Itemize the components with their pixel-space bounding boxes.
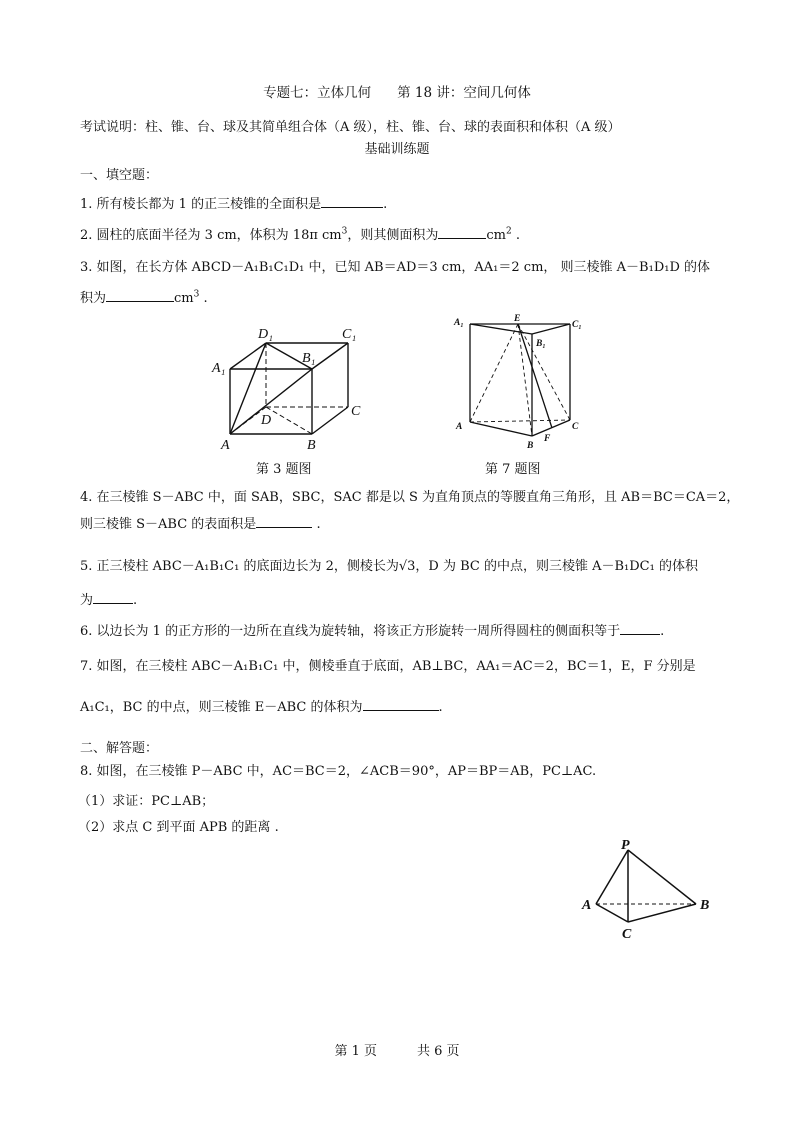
label-C1: C₁	[572, 320, 582, 330]
label-B: B	[700, 898, 710, 913]
label-C: C	[572, 422, 579, 432]
answer-blank	[321, 195, 383, 208]
question-3-unit: cm	[174, 291, 194, 306]
answer-blank	[106, 289, 174, 302]
question-3-text-b: 积为	[80, 291, 107, 306]
question-2: 2. 圆柱的底面半径为 3 cm，体积为 18π $cm^3$，则其侧面积为 $cm^2$ .	[80, 226, 520, 243]
lecture-title: 第 18 讲：空间几何体	[397, 85, 531, 101]
question-4-text-b: 则三棱锥 S－ABC 的表面积是	[80, 517, 257, 532]
label-F: F	[544, 434, 551, 444]
figure-3-cuboid	[200, 318, 380, 456]
figure-7-caption: 第 7 题图	[485, 462, 541, 477]
question-7: 7. 如图，在三棱柱 ABC－A₁B₁C₁ 中，侧棱垂直于底面，AB⊥BC，AA₁＝AC＝2，BC＝1，E，F 分别是	[80, 659, 696, 674]
question-5: 5. 正三棱柱 ABC－A₁B₁C₁ 的底面边长为 2，侧棱长为√3，D 为 BC 的中点，则三棱锥 A－B₁DC₁ 的体积	[80, 559, 698, 574]
question-2-text-a: 2. 圆柱的底面半径为 3 cm，体积为 18π cm	[80, 228, 342, 243]
label-A: A	[456, 422, 463, 432]
answer-blank	[256, 515, 312, 528]
answer-blank	[93, 591, 133, 604]
label-B1: B₁	[536, 339, 546, 349]
question-2-text-b: ，则其侧面积为	[347, 228, 439, 243]
page-title	[0, 81, 794, 101]
question-6: 6. 以边长为 1 的正方形的一边所在直线为旋转轴，将该正方形旋转一周所得圆柱的侧面积等于 .	[80, 624, 665, 639]
question-3-cont: 积为 $cm^3$ .	[80, 289, 208, 306]
answer-blank	[620, 622, 660, 635]
question-5-cont: 为 .	[80, 593, 138, 608]
question-4: 4. 在三棱锥 S－ABC 中，面 SAB，SBC，SAC 都是以 S 为直角顶点的等腰直角三角形，且 AB＝BC＝CA＝2，	[80, 490, 740, 505]
exam-note: 考试说明：柱、锥、台、球及其简单组合体（A 级），柱、锥、台、球的表面积和体积（A 级）	[80, 120, 621, 135]
question-7-text-b: A₁C₁，BC 的中点，则三棱锥 E－ABC 的体积为	[80, 700, 363, 715]
label-C: C	[622, 927, 632, 942]
question-6-text: 6. 以边长为 1 的正方形的一边所在直线为旋转轴，将该正方形旋转一周所得圆柱的侧面积等于	[80, 624, 621, 639]
label-B: B	[307, 438, 316, 453]
section-solve-title: 二、解答题：	[80, 741, 159, 756]
figure-8-pyramid	[578, 838, 718, 943]
question-8: 8. 如图，在三棱锥 P－ABC 中，AC＝BC＝2，∠ACB＝90°，AP＝BP＝AB，PC⊥AC.	[80, 764, 597, 779]
question-1: 1. 所有棱长都为 1 的正三棱锥的全面积是 .	[80, 197, 388, 212]
section-fill-title: 一、填空题：	[80, 168, 159, 183]
label-E: E	[514, 314, 521, 324]
label-B1: B₁	[302, 351, 316, 366]
label-C: C	[351, 404, 361, 419]
label-P: P	[621, 838, 630, 853]
page-total: 共 6 页	[417, 1044, 460, 1059]
question-2-unit: cm	[486, 228, 506, 243]
question-3: 3. 如图，在长方体 ABCD－A₁B₁C₁D₁ 中，已知 AB＝AD＝3 cm，AA₁＝2 cm， 则三棱锥 A－B₁D₁D 的体	[80, 260, 711, 275]
question-1-text: 1. 所有棱长都为 1 的正三棱锥的全面积是	[80, 197, 322, 212]
label-C1: C₁	[342, 327, 357, 342]
label-D1: D₁	[258, 327, 273, 342]
label-B: B	[527, 441, 534, 451]
question-4-cont: 则三棱锥 S－ABC 的表面积是 .	[80, 517, 321, 532]
label-A1: A₁	[212, 361, 226, 376]
question-7-cont: A₁C₁，BC 的中点，则三棱锥 E－ABC 的体积为 .	[80, 700, 443, 715]
subtitle: 基础训练题	[364, 142, 430, 157]
answer-blank	[363, 698, 439, 711]
page-footer	[0, 1040, 794, 1059]
question-5-text-b: 为	[80, 593, 94, 608]
label-A: A	[221, 438, 230, 453]
question-8-part-2: （2）求点 C 到平面 APB 的距离 .	[78, 820, 279, 835]
page-number: 第 1 页	[334, 1044, 377, 1059]
figure-3-caption: 第 3 题图	[256, 462, 312, 477]
label-A: A	[582, 898, 592, 913]
question-8-part-1: （1）求证：PC⊥AB；	[78, 794, 215, 809]
figure-7-prism	[448, 312, 593, 452]
label-A1: A₁	[454, 318, 464, 328]
answer-blank	[438, 226, 486, 239]
topic-title: 专题七：立体几何	[263, 85, 372, 101]
label-D: D	[261, 413, 272, 428]
